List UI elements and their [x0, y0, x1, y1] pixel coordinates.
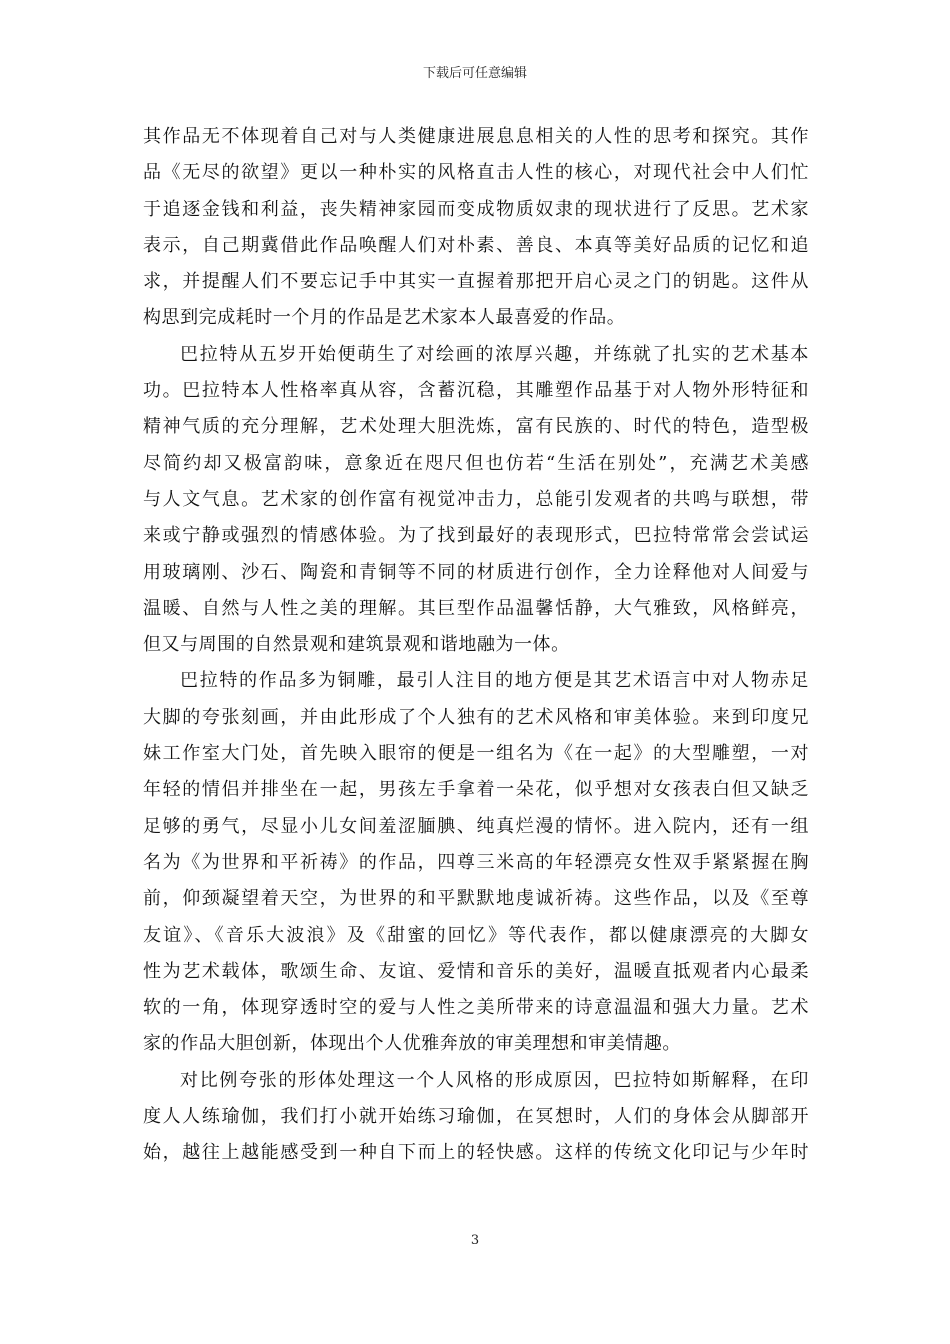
text-line: 前，仰颈凝望着天空，为世界的和平默默地虔诚祈祷。这些作品，以及《至尊 — [143, 888, 809, 910]
text-line: 巴拉特的作品多为铜雕，最引人注目的地方便是其艺术语言中对人物赤足 — [180, 670, 809, 692]
text-line: 构思到完成耗时一个月的作品是艺术家本人最喜爱的作品。 — [143, 307, 626, 329]
text-line: 功。巴拉特本人性格率真从容，含蓄沉稳，其雕塑作品基于对人物外形特征和 — [143, 380, 809, 402]
text-line: 始，越往上越能感受到一种自下而上的轻快感。这样的传统文化印记与少年时 — [143, 1142, 809, 1164]
text-line: 来或宁静或强烈的情感体验。为了找到最好的表现形式，巴拉特常常会尝试运 — [143, 525, 809, 547]
text-line: 于追逐金钱和利益，丧失精神家园而变成物质奴隶的现状进行了反思。艺术家 — [143, 198, 809, 220]
text-line: 年轻的情侣并排坐在一起，男孩左手拿着一朵花，似乎想对女孩表白但又缺乏 — [143, 779, 809, 801]
text-line: 温暖、自然与人性之美的理解。其巨型作品温馨恬静，大气雅致，风格鲜亮， — [143, 597, 809, 619]
text-line: 品《无尽的欲望》更以一种朴实的风格直击人性的核心，对现代社会中人们忙 — [143, 162, 809, 184]
text-line: 大脚的夸张刻画，并由此形成了个人独有的艺术风格和审美体验。来到印度兄 — [143, 706, 809, 728]
text-line: 表示，自己期冀借此作品唤醒人们对朴素、善良、本真等美好品质的记忆和追 — [143, 234, 809, 256]
paragraph — [143, 1063, 809, 1172]
text-line: 但又与周围的自然景观和建筑景观和谐地融为一体。 — [143, 634, 570, 656]
text-line: 其作品无不体现着自己对与人类健康进展息息相关的人性的思考和探究。其作 — [143, 126, 809, 147]
text-line: 友谊》、《音乐大波浪》及《甜蜜的回忆》等代表作，都以健康漂亮的大脚女 — [143, 924, 809, 946]
paragraph — [143, 119, 809, 337]
document-body — [143, 119, 809, 1172]
text-line: 用玻璃刚、沙石、陶瓷和青铜等不同的材质进行创作，全力诠释他对人间爱与 — [143, 561, 809, 583]
text-line: 度人人练瑜伽，我们打小就开始练习瑜伽，在冥想时，人们的身体会从脚部开 — [143, 1106, 809, 1128]
page-header: 下载后可任意编辑 — [422, 66, 527, 81]
text-line: 与人文气息。艺术家的创作富有视觉冲击力，总能引发观者的共鸣与联想，带 — [143, 488, 809, 510]
text-line: 巴拉特从五岁开始便萌生了对绘画的浓厚兴趣，并练就了扎实的艺术基本 — [180, 343, 809, 365]
page-number: 3 — [470, 1233, 480, 1248]
text-line: 妹工作室大门处，首先映入眼帘的便是一组名为《在一起》的大型雕塑，一对 — [143, 743, 809, 765]
text-line: 求，并提醒人们不要忘记手中其实一直握着那把开启心灵之门的钥匙。这件从 — [143, 271, 809, 293]
text-line: 对比例夸张的形体处理这一个人风格的形成原因，巴拉特如斯解释，在印 — [180, 1069, 809, 1091]
text-line: 名为《为世界和平祈祷》的作品，四尊三米高的年轻漂亮女性双手紧紧握在胸 — [143, 851, 809, 873]
text-line: 软的一角，体现穿透时空的爱与人性之美所带来的诗意温温和强大力量。艺术 — [143, 997, 809, 1019]
text-line: 足够的勇气，尽显小儿女间羞涩腼腆、纯真烂漫的情怀。进入院内，还有一组 — [143, 815, 809, 837]
paragraph — [143, 337, 809, 664]
paragraph — [143, 663, 809, 1062]
text-line: 性为艺术载体，歌颂生命、友谊、爱情和音乐的美好，温暖直抵观者内心最柔 — [143, 960, 809, 982]
text-line: 精神气质的充分理解，艺术处理大胆洗炼，富有民族的、时代的特色，造型极 — [143, 416, 809, 438]
text-line: 尽简约却又极富韵味，意象近在咫尺但也仿若“生活在别处”，充满艺术美感 — [143, 452, 809, 474]
text-line: 家的作品大胆创新，体现出个人优雅奔放的审美理想和审美情趣。 — [143, 1033, 681, 1055]
